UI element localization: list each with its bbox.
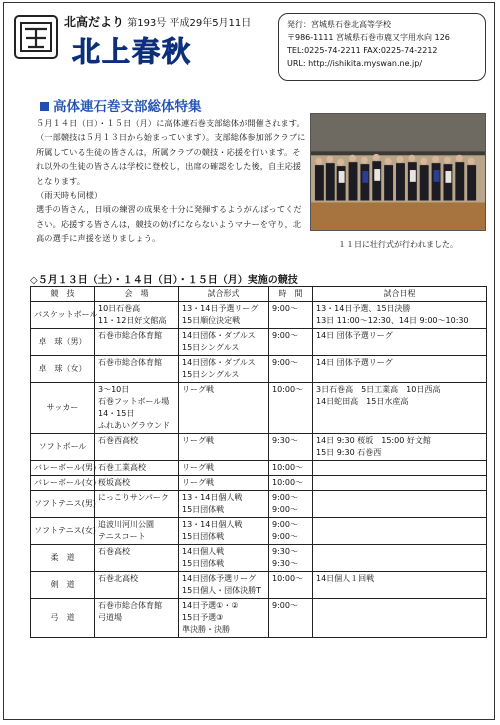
table-cell-dates bbox=[313, 302, 487, 329]
cell-text-line: 10:00～ bbox=[272, 574, 304, 583]
table-cell-format bbox=[179, 518, 269, 545]
table-cell-time bbox=[269, 491, 313, 518]
cell-text-line: 9:30～ bbox=[272, 436, 298, 445]
table-row bbox=[31, 491, 487, 518]
table-cell-venue bbox=[95, 491, 179, 518]
cell-text-line: 15日シングルス bbox=[182, 343, 240, 352]
square-bullet-icon bbox=[40, 102, 49, 111]
cell-text-line: 9:00～ bbox=[272, 331, 298, 340]
column-header: 時 間 bbox=[269, 287, 313, 302]
cell-text-line: 14日個人１回戦 bbox=[316, 574, 375, 583]
cell-text-line: 9:00～ bbox=[272, 520, 298, 529]
table-row bbox=[31, 302, 487, 329]
cell-text: ソフトボール bbox=[38, 442, 87, 451]
cell-text: バレーボール(男) bbox=[34, 463, 97, 472]
cell-text: サッカー bbox=[46, 403, 79, 412]
cell-text: 柔 道 bbox=[50, 553, 75, 562]
cell-text-line: 9:00～ bbox=[272, 601, 298, 610]
cell-text-line: 15日順位決定戦 bbox=[182, 316, 241, 325]
table-cell-time bbox=[269, 383, 313, 434]
schedule-rows bbox=[31, 302, 487, 638]
cell-text-line: 13・14日予選、15日決勝 bbox=[316, 304, 411, 313]
address-line: 〒986-1111 宮城県石巻市鹿又字用水向 126 bbox=[287, 33, 450, 42]
table-cell-format bbox=[179, 356, 269, 383]
table-cell-format bbox=[179, 434, 269, 461]
cell-text-line: リーグ戦 bbox=[182, 478, 214, 487]
cell-text-line: 14日団体予選リーグ bbox=[182, 574, 257, 583]
cell-text-line: 14日 団体予選リーグ bbox=[316, 358, 393, 367]
competition-schedule-table bbox=[30, 286, 487, 638]
table-cell-time bbox=[269, 518, 313, 545]
cell-text-line: 10:00～ bbox=[272, 478, 304, 487]
table-cell-venue bbox=[95, 383, 179, 434]
cell-text: 弓 道 bbox=[50, 613, 75, 622]
cell-text: 卓 球（男） bbox=[38, 337, 87, 346]
column-header: 試合日程 bbox=[313, 287, 487, 302]
cell-text-line: 準決勝・決勝 bbox=[182, 625, 230, 634]
cell-text-line: 14日蛇田高 15日水産高 bbox=[316, 397, 409, 406]
cell-text-line: 9:00～ bbox=[272, 505, 298, 514]
cell-text: 剣 道 bbox=[50, 580, 75, 589]
cell-text-line: 14日団体・ダブルス bbox=[182, 331, 256, 340]
table-row bbox=[31, 545, 487, 572]
schedule-heading: ◇５月１３日（土）・１４日（日）・１５日（月）実施の競技 bbox=[30, 275, 298, 286]
table-cell-time bbox=[269, 572, 313, 599]
cell-text-line: 3～10日 bbox=[98, 385, 130, 394]
table-cell-sport bbox=[31, 383, 95, 434]
table-cell-format bbox=[179, 383, 269, 434]
cell-text-line: 15日団体戦 bbox=[182, 532, 225, 541]
table-cell-time bbox=[269, 434, 313, 461]
table-cell-sport bbox=[31, 491, 95, 518]
table-cell-sport bbox=[31, 356, 95, 383]
cell-text-line: 15日予選③ bbox=[182, 613, 224, 622]
cell-text-line: ふれあいグラウンド bbox=[98, 421, 170, 430]
cell-text-line: リーグ戦 bbox=[182, 385, 214, 394]
table-cell-dates bbox=[313, 476, 487, 491]
cell-text-line: 14日予選①・② bbox=[182, 601, 239, 610]
cell-text-line: 石巻市総合体育館 bbox=[98, 358, 162, 367]
table-cell-venue bbox=[95, 476, 179, 491]
feature-article bbox=[36, 116, 306, 246]
column-header: 会 場 bbox=[95, 287, 179, 302]
article-paragraph: ５月１４日（日）・１５日（月）に高体連石巻支部総体が開催されます。（一部競技は５月１３日から始まっています）。支部総体参加部クラブに所属している生徒の皆さんは，所属クラブの競技・応援を行います。それ以外の生徒の皆さんは学校に登校し，出席の確認をした後，自主応援となります。 bbox=[36, 118, 306, 186]
table-cell-dates bbox=[313, 599, 487, 638]
table-cell-format bbox=[179, 572, 269, 599]
cell-text-line: 石巻高校 bbox=[98, 547, 130, 556]
cell-text-line: 追波川河川公園 bbox=[98, 520, 154, 529]
cell-text-line: 13・14日予選リーグ bbox=[182, 304, 259, 313]
cell-text-line: 石巻西高校 bbox=[98, 436, 138, 445]
cell-text-line: 15日 9:30 石巻西 bbox=[316, 448, 382, 457]
table-cell-format bbox=[179, 329, 269, 356]
table-cell-venue bbox=[95, 545, 179, 572]
table-cell-venue bbox=[95, 599, 179, 638]
cell-text-line: 14日 団体予選リーグ bbox=[316, 331, 393, 340]
cell-text-line: 14日個人戦 bbox=[182, 547, 225, 556]
cell-text: バレーボール(女) bbox=[34, 478, 97, 487]
newsletter-name: 北高だより bbox=[64, 15, 125, 29]
cell-text-line: 15日個人・団体決勝T bbox=[182, 586, 262, 595]
phone-line: TEL:0225-74-2211 FAX:0225-74-2212 bbox=[287, 46, 438, 55]
cell-text-line: リーグ戦 bbox=[182, 436, 214, 445]
cell-text-line: 13・14日個人戦 bbox=[182, 493, 243, 502]
cell-text-line: 弓道場 bbox=[98, 613, 122, 622]
cell-text-line: 14・15日 bbox=[98, 409, 135, 418]
table-cell-venue bbox=[95, 434, 179, 461]
table-cell-sport bbox=[31, 461, 95, 476]
photo-caption: １１日に壮行式が行われました。 bbox=[338, 240, 458, 249]
cell-text-line: 3日石巻高 5日工業高 10日西高 bbox=[316, 385, 441, 394]
table-row bbox=[31, 461, 487, 476]
cell-text-line: 13・14日個人戦 bbox=[182, 520, 243, 529]
table-cell-time bbox=[269, 356, 313, 383]
masthead bbox=[64, 13, 251, 30]
table-cell-sport bbox=[31, 572, 95, 599]
cell-text-line: 9:30～ bbox=[272, 559, 298, 568]
table-cell-dates bbox=[313, 518, 487, 545]
table-cell-time bbox=[269, 545, 313, 572]
table-cell-time bbox=[269, 476, 313, 491]
table-cell-venue bbox=[95, 356, 179, 383]
cell-text-line: 桜坂高校 bbox=[98, 478, 130, 487]
table-cell-venue bbox=[95, 461, 179, 476]
table-cell-dates bbox=[313, 491, 487, 518]
table-cell-format bbox=[179, 491, 269, 518]
article-note: （雨天時も同様） bbox=[36, 190, 103, 201]
table-header-row bbox=[31, 287, 487, 302]
cell-text-line: 石巻市総合体育館 bbox=[98, 601, 162, 610]
table-row bbox=[31, 518, 487, 545]
table-row bbox=[31, 476, 487, 491]
table-row bbox=[31, 383, 487, 434]
table-cell-sport bbox=[31, 476, 95, 491]
table-cell-format bbox=[179, 545, 269, 572]
table-row bbox=[31, 356, 487, 383]
cell-text: バスケットボール bbox=[34, 310, 98, 319]
table-cell-dates bbox=[313, 383, 487, 434]
cell-text-line: 15日団体戦 bbox=[182, 505, 225, 514]
table-row bbox=[31, 599, 487, 638]
table-cell-time bbox=[269, 461, 313, 476]
cell-text-line: 14日団体・ダブルス bbox=[182, 358, 256, 367]
feature-heading-text: 高体連石巻支部総体特集 bbox=[53, 99, 202, 115]
cell-text-line: 10:00～ bbox=[272, 463, 304, 472]
cell-text-line: テニスコート bbox=[98, 532, 146, 541]
feature-heading bbox=[40, 95, 202, 115]
cell-text-line: 13日 11:00～12:30、14日 9:00～10:30 bbox=[316, 316, 469, 325]
table-cell-venue bbox=[95, 572, 179, 599]
table-cell-venue bbox=[95, 302, 179, 329]
cell-text-line: 9:00～ bbox=[272, 304, 298, 313]
rally-photo bbox=[310, 113, 486, 231]
article-paragraph: 選手の皆さん，日頃の練習の成果を十分に発揮するようがんばってください。応援する皆さんは，競技の妨げにならないようマナーを守り，北高の選手に声援を送りましょう。 bbox=[36, 204, 302, 244]
table-cell-dates bbox=[313, 356, 487, 383]
table-cell-sport bbox=[31, 518, 95, 545]
table-cell-format bbox=[179, 302, 269, 329]
table-cell-time bbox=[269, 599, 313, 638]
table-cell-sport bbox=[31, 302, 98, 329]
cell-text-line: 15日団体戦 bbox=[182, 559, 225, 568]
cell-text-line: 9:00～ bbox=[272, 532, 298, 541]
publisher-line: 発行：宮城県石巻北高等学校 bbox=[287, 20, 391, 29]
table-cell-venue bbox=[95, 329, 179, 356]
newsletter-title: 北上春秋 bbox=[72, 35, 193, 68]
school-crest-icon bbox=[16, 17, 56, 57]
table-row bbox=[31, 329, 487, 356]
cell-text-line: 石巻工業高校 bbox=[98, 463, 146, 472]
issue-info: 第193号 平成29年5月11日 bbox=[127, 18, 252, 29]
cell-text-line: 9:00～ bbox=[272, 358, 298, 367]
table-cell-dates bbox=[313, 329, 487, 356]
url-line: URL: http://ishikita.myswan.ne.jp/ bbox=[287, 59, 423, 68]
table-cell-format bbox=[179, 599, 269, 638]
cell-text-line: リーグ戦 bbox=[182, 463, 214, 472]
cell-text-line: 10:00～ bbox=[272, 385, 304, 394]
cell-text-line: 14日 9:30 桜坂 15:00 好文館 bbox=[316, 436, 431, 445]
cell-text-line: 9:00～ bbox=[272, 493, 298, 502]
table-cell-dates bbox=[313, 545, 487, 572]
newsletter-page bbox=[3, 2, 495, 720]
cell-text-line: 9:30～ bbox=[272, 547, 298, 556]
table-cell-time bbox=[269, 302, 313, 329]
table-cell-sport bbox=[31, 434, 95, 461]
cell-text: ソフトテニス(女) bbox=[34, 526, 96, 535]
table-row bbox=[31, 572, 487, 599]
table-cell-format bbox=[179, 461, 269, 476]
cell-text-line: 11・12日好文館高 bbox=[98, 316, 167, 325]
cell-text-line: 石巻北高校 bbox=[98, 574, 138, 583]
cell-text-line: 石巻フットボール場 bbox=[98, 397, 170, 406]
table-row bbox=[31, 434, 487, 461]
column-header: 試合形式 bbox=[179, 287, 269, 302]
table-cell-venue bbox=[95, 518, 179, 545]
cell-text-line: 15日シングルス bbox=[182, 370, 240, 379]
table-cell-dates bbox=[313, 572, 487, 599]
table-cell-sport bbox=[31, 599, 95, 638]
cell-text-line: にっこりサンパーク bbox=[98, 493, 169, 502]
cell-text-line: 石巻市総合体育館 bbox=[98, 331, 162, 340]
table-cell-format bbox=[179, 476, 269, 491]
table-cell-dates bbox=[313, 461, 487, 476]
cell-text: ソフトテニス(男) bbox=[34, 499, 96, 508]
table-cell-sport bbox=[31, 545, 95, 572]
table-cell-time bbox=[269, 329, 313, 356]
cell-text-line: 10日石巻高 bbox=[98, 304, 141, 313]
column-header: 競 技 bbox=[31, 287, 95, 302]
table-cell-sport bbox=[31, 329, 95, 356]
school-logo bbox=[14, 15, 58, 59]
gym-ceremony-photo bbox=[311, 114, 485, 230]
cell-text: 卓 球（女） bbox=[38, 364, 87, 373]
table-cell-dates bbox=[313, 434, 487, 461]
publisher-box bbox=[278, 13, 486, 81]
